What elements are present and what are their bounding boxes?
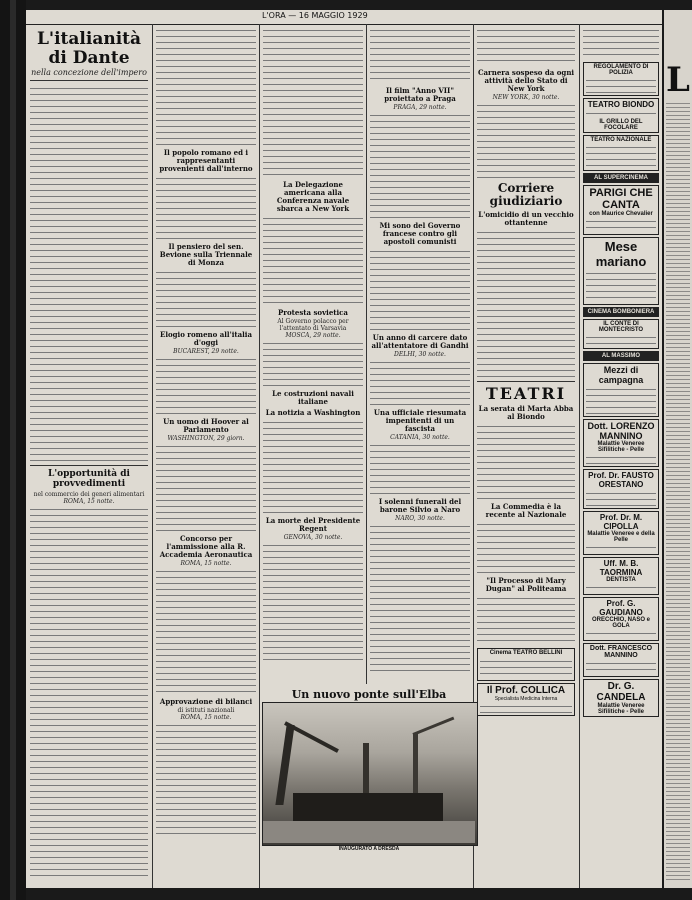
headline-costruzioni: Le costruzioni navali italiane <box>272 389 354 406</box>
newspaper-page <box>26 10 662 888</box>
ad-teatro-biondo: TEATRO BIONDO IL GRILLO DEL FOCOLARE <box>583 98 659 133</box>
headline-governo: Mi sono del Governo francese contro gli apostoli comunisti <box>379 221 461 246</box>
column-rule <box>579 24 580 888</box>
article-body-delegazione <box>263 214 363 306</box>
ad-al-massimo: AL MASSIMO <box>583 351 659 361</box>
headline-opportunita: L'opportunità di provvedimenti <box>48 469 130 489</box>
dateline: DELHI, 30 notte. <box>394 351 446 358</box>
page-header <box>26 10 662 25</box>
dateline: NARO, 30 notte. <box>395 515 445 522</box>
article-body-approvazione <box>156 721 256 839</box>
water-shape <box>263 821 475 843</box>
headline-carnera: Carnera sospeso da ogni attività dello Stato di New York <box>477 68 575 93</box>
divider <box>30 80 148 81</box>
article-body-abba <box>477 422 575 500</box>
column-3 <box>263 26 363 661</box>
article-body-opportunita <box>30 505 148 879</box>
headline-delegazione: La Delegazione americana alla Conferenza navale sbarca a New York <box>276 180 350 213</box>
column-rule <box>152 24 153 888</box>
headline-abba: La serata di Marta Abba al Biondo <box>478 404 574 421</box>
ad-mannino: Dott. LORENZO MANNINO Malattie Veneree Sifilitiche - Pelle <box>583 419 659 467</box>
ad-regolamento: REGOLAMENTO DI POLIZIA <box>583 62 659 96</box>
article-body-dante <box>30 84 148 462</box>
article-body-popolo <box>156 174 256 240</box>
subheadline-opportunita: nel commercio dei generi alimentari <box>33 491 145 498</box>
ad-cipolla: Prof. Dr. M. CIPOLLA Malattie Veneree e della Pelle <box>583 511 659 555</box>
dateline: ROMA, 15 notte. <box>63 498 115 505</box>
article-body-film <box>370 111 470 219</box>
headline-uomo-hoover: Un uomo di Hoover al Parlamento <box>163 417 249 434</box>
headline-popolo: Il popolo romano ed i rappresentanti provenienti dall'interno <box>159 148 253 173</box>
ad-supercinema: AL SUPERCINEMA <box>583 173 659 183</box>
gutter-strip <box>10 0 16 900</box>
article-body-morte <box>263 541 363 661</box>
dateline: GENOVA, 30 notte. <box>283 534 343 541</box>
ad-francesco-mannino: Dott. FRANCESCO MANNINO <box>583 643 659 677</box>
dateline: NEW YORK, 30 notte. <box>492 94 560 101</box>
column-4 <box>370 26 470 672</box>
ad-mese-mariano: Mese mariano <box>583 237 659 305</box>
article-body-column6-top <box>583 26 659 60</box>
subheadline-impero: nella concezione dell'impero <box>31 68 147 77</box>
column-2 <box>156 26 256 839</box>
article-body-commedia <box>477 520 575 574</box>
article-body-pensiero <box>156 268 256 328</box>
headline-commedia: La Commedia è la recente al Nazionale <box>485 502 567 519</box>
subheadline-protesta: Al Governo polacco per l'attentato di Varsavia <box>277 318 349 332</box>
article-body-ufficiale <box>370 441 470 495</box>
headline-carcere: Un anno di carcere dato all'attentatore di Gandhi <box>371 333 469 350</box>
article-body-concorso <box>156 567 256 695</box>
headline-notizia: La notizia a Washington <box>265 408 361 417</box>
article-body-governo <box>370 247 470 331</box>
article-body-protesta <box>263 339 363 387</box>
column-rule <box>259 24 260 888</box>
dateline: ROMA, 15 notte. <box>180 714 232 721</box>
ship-hull-shape <box>293 793 443 823</box>
dateline: PRAGA, 29 notte. <box>393 104 447 111</box>
headline-funerali: I solenni funerali del barone Silvio a Naro <box>378 497 462 514</box>
column-rule <box>366 24 367 684</box>
headline-film: Il film "Anno VII" proiettato a Praga <box>384 86 456 103</box>
ad-gaudiano: Prof. G. GAUDIANO ORECCHIO, NASO e GOLA <box>583 597 659 641</box>
ad-orestano: Prof. Dr. FAUSTO ORESTANO <box>583 469 659 509</box>
ad-parigi-che-canta: PARIGI CHE CANTA con Maurice Chevalier <box>583 185 659 235</box>
adjacent-page-letter: L <box>666 60 690 100</box>
divider <box>477 381 575 382</box>
article-body-funerali <box>370 522 470 672</box>
headline-pensiero: Il pensiero del sen. Bevione sulla Triennale di Monza <box>159 242 253 267</box>
subheadline-approvazione: di istituti nazionali <box>177 707 235 714</box>
photo-headline: Un nuovo ponte sull'Elba <box>291 688 447 701</box>
bridge-photo <box>262 702 478 846</box>
adjacent-page-text <box>666 100 690 880</box>
divider <box>30 465 148 466</box>
dateline: CATANIA, 30 notte. <box>390 434 450 441</box>
article-body-dante-cont <box>156 26 256 146</box>
ad-teatro-bellini: Cinema TEATRO BELLINI <box>477 648 575 681</box>
headline-processo: "Il Processo di Mary Dugan" al Politeama <box>485 576 567 593</box>
headline-teatri: TEATRI <box>485 384 567 403</box>
adjacent-page-edge <box>664 10 692 888</box>
headline-ufficiale: Una ufficiale riesumata impenitenti di un fascista <box>373 408 467 433</box>
article-body-omicidio <box>477 228 575 378</box>
headline-concorso: Concorso per l'ammissione alla R. Accademia Aeronautica <box>159 534 253 559</box>
ad-teatro-nazionale: TEATRO NAZIONALE <box>583 135 659 171</box>
ad-mezzi-campagna: Mezzi di campagna <box>583 363 659 417</box>
dateline: ROMA, 15 notte. <box>180 560 232 567</box>
column-5 <box>477 26 575 718</box>
headline-morte: La morte del Presidente Regent <box>265 516 361 533</box>
column-1 <box>30 26 148 879</box>
article-body-carnera <box>477 101 575 179</box>
headline-omicidio: L'omicidio di un vecchio ottantenne <box>478 210 574 227</box>
article-body-column5-top <box>477 26 575 66</box>
dateline: MOSCA, 29 notte. <box>285 332 341 339</box>
headline-italianita: L'italianità di Dante <box>36 29 142 68</box>
crane-boom-shape <box>412 717 454 736</box>
ad-taormina: Uff. M. B. TAORMINA DENTISTA <box>583 557 659 595</box>
ad-cinema-bomboniera: CINEMA BOMBONIERA <box>583 307 659 317</box>
binding-gutter <box>0 0 26 900</box>
folio: L'ORA — 16 MAGGIO 1929 <box>262 11 368 20</box>
ad-montecristo: IL CONTE DI MONTECRISTO <box>583 319 659 349</box>
photo-caption: INAUGURATO A DRESDA <box>338 846 400 852</box>
article-body-column4-top <box>370 26 470 84</box>
article-body-column3-top <box>263 26 363 178</box>
article-body-processo <box>477 594 575 646</box>
column-6-ads <box>583 26 659 719</box>
article-body-carcere <box>370 358 470 406</box>
ad-collica: Il Prof. COLLICA Specialista Medicina Interna <box>477 683 575 716</box>
dateline: WASHINGTON, 29 giorn. <box>167 435 245 442</box>
headline-corriere: Corriere giudiziario <box>489 181 563 208</box>
crane-shape <box>275 725 294 805</box>
headline-protesta: Protesta sovietica <box>278 308 348 317</box>
headline-elogio: Elogio romeno all'italia d'oggi <box>159 330 252 347</box>
ad-candela: Dr. G. CANDELA Malattie Veneree Sifilitiche - Pelle <box>583 679 659 717</box>
article-body-elogio <box>156 355 256 415</box>
article-body-hoover <box>156 442 256 532</box>
headline-approvazione: Approvazione di bilanci <box>159 697 253 706</box>
dateline: BUCAREST, 29 notte. <box>173 348 239 355</box>
article-body-costruzioni <box>263 418 363 514</box>
